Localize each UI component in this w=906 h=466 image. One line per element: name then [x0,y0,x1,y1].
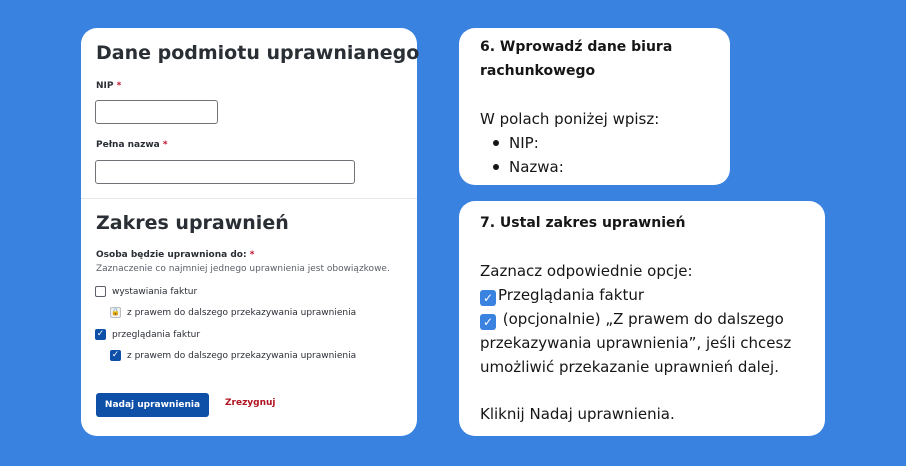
nip-input[interactable] [95,100,218,124]
fullname-label-text: Pełna nazwa [96,140,160,150]
check-mark-icon: ✓ [480,290,496,306]
step6-title-line2: rachunkowego [480,63,596,79]
check-mark-icon: ✓ [480,314,496,330]
step6-title [480,35,672,83]
fullname-label [96,140,168,150]
required-mark: * [249,250,255,260]
step7-title: 7. Ustal zakres uprawnień [480,215,686,231]
step6-title-line1: 6. Wprowadź dane biura [480,39,673,55]
step6-instruction-card [459,28,730,185]
step6-intro: W polach poniżej wpisz: [480,110,660,128]
step7-intro: Zaznacz odpowiednie opcje: [480,262,693,280]
checkbox-label: z prawem do dalszego przekazywania uprawnienia [127,307,357,318]
permission-label-text: Osoba będzie uprawniona do: [96,250,247,260]
section-title-permission-scope: Zakres uprawnień [96,212,289,234]
step7-option-line [480,283,644,307]
checkbox-label: z prawem do dalszego przekazywania uprawnienia [127,350,357,361]
permission-form-card [81,28,420,436]
lock-icon: 🔒 [111,308,120,316]
checkbox-issue-invoices-delegate [110,307,356,318]
cancel-link[interactable]: Zrezygnuj [225,398,276,408]
section-title-entity-data: Dane podmiotu uprawnianego [96,42,420,64]
checkbox-view-invoices-delegate[interactable] [110,350,356,361]
checkbox-view-invoices[interactable] [95,329,200,340]
required-mark: * [116,81,122,91]
nip-label [96,81,121,91]
step7-line2: (opcjonalnie) „Z prawem do dalszego [502,310,784,328]
checkbox-unchecked-icon[interactable] [95,286,106,297]
checkbox-checked-icon[interactable]: ✓ [111,350,120,360]
list-item: NIP: [491,131,564,155]
step7-instruction-card [459,201,825,436]
step7-option-line [480,307,784,331]
step7-line3: przekazywania uprawnienia”, jeśli chcesz [480,334,792,352]
checkbox-checked-icon[interactable]: ✓ [96,329,105,339]
step7-line4: umożliwić przekazanie uprawnień dalej. [480,358,779,376]
permission-hint: Zaznaczenie co najmniej jednego uprawnienia jest obowiązkowe. [96,264,390,274]
checkbox-label: przeglądania faktur [112,329,201,340]
required-mark: * [162,140,168,150]
nip-label-text: NIP [96,81,114,91]
section-divider [81,198,417,199]
permission-label [96,250,254,260]
checkbox-label: wystawiania faktur [112,286,198,297]
fullname-input[interactable] [95,160,355,184]
step6-bullet-list [491,131,564,179]
step7-outro: Kliknij Nadaj uprawnienia. [480,405,675,423]
list-item: Nazwa: [491,155,564,179]
checkbox-issue-invoices[interactable] [95,286,197,297]
grant-permissions-button[interactable]: Nadaj uprawnienia [96,393,209,417]
step7-line1: Przeglądania faktur [498,286,644,304]
